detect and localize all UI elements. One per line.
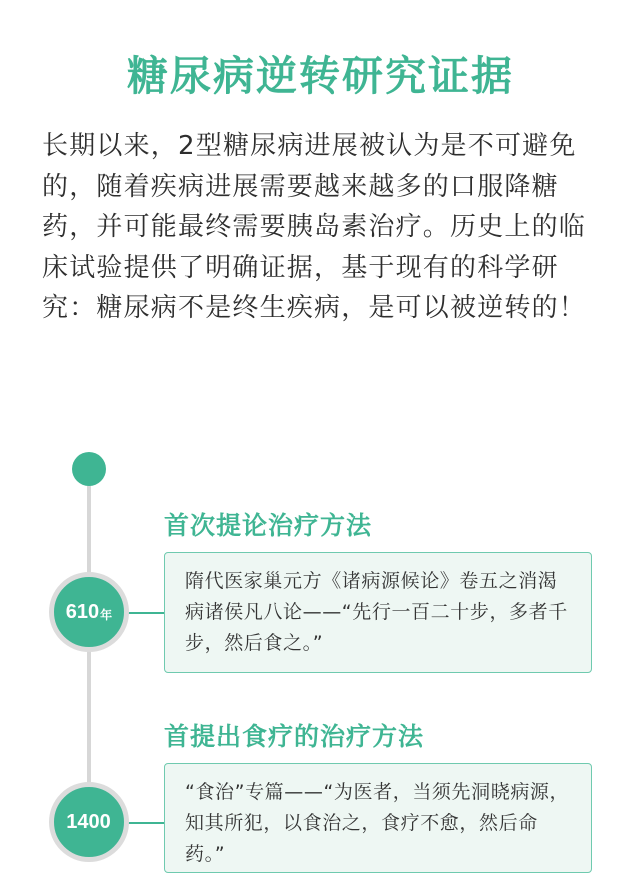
year-badge-1400 [49,782,129,862]
history-card: “食治”专篇——“为医者，当须先洞晓病源，知其所犯，以食治之，食疗不愈，然后命药。” [164,763,592,873]
timeline-connector [128,822,164,824]
history-card: 隋代医家巢元方《诸病源候论》卷五之消渴病诸侯凡八论——“先行一百二十步，多者千步，然后食之。” [164,552,592,673]
year-number: 610 [65,600,100,623]
intro-paragraph: 长期以来，2型糖尿病进展被认为是不可避免的，随着疾病进展需要越来越多的口服降糖药，并可能最终需要胰岛素治疗。历史上的临床试验提供了明确证据，基于现有的科学研究：糖尿病不是终生疾病，是可以被逆转的！ [42,131,587,323]
section-title-first-treatment: 首次提论治疗方法 [164,511,373,540]
year-unit: 年 [100,607,113,622]
section-title-diet-therapy: 首提出食疗的治疗方法 [164,722,425,751]
timeline-connector [128,612,164,614]
timeline-start-dot [72,452,106,486]
year-number: 1400 [66,810,111,833]
page-title: 糖尿病逆转研究证据 [127,52,514,100]
year-badge-610 [49,572,129,652]
